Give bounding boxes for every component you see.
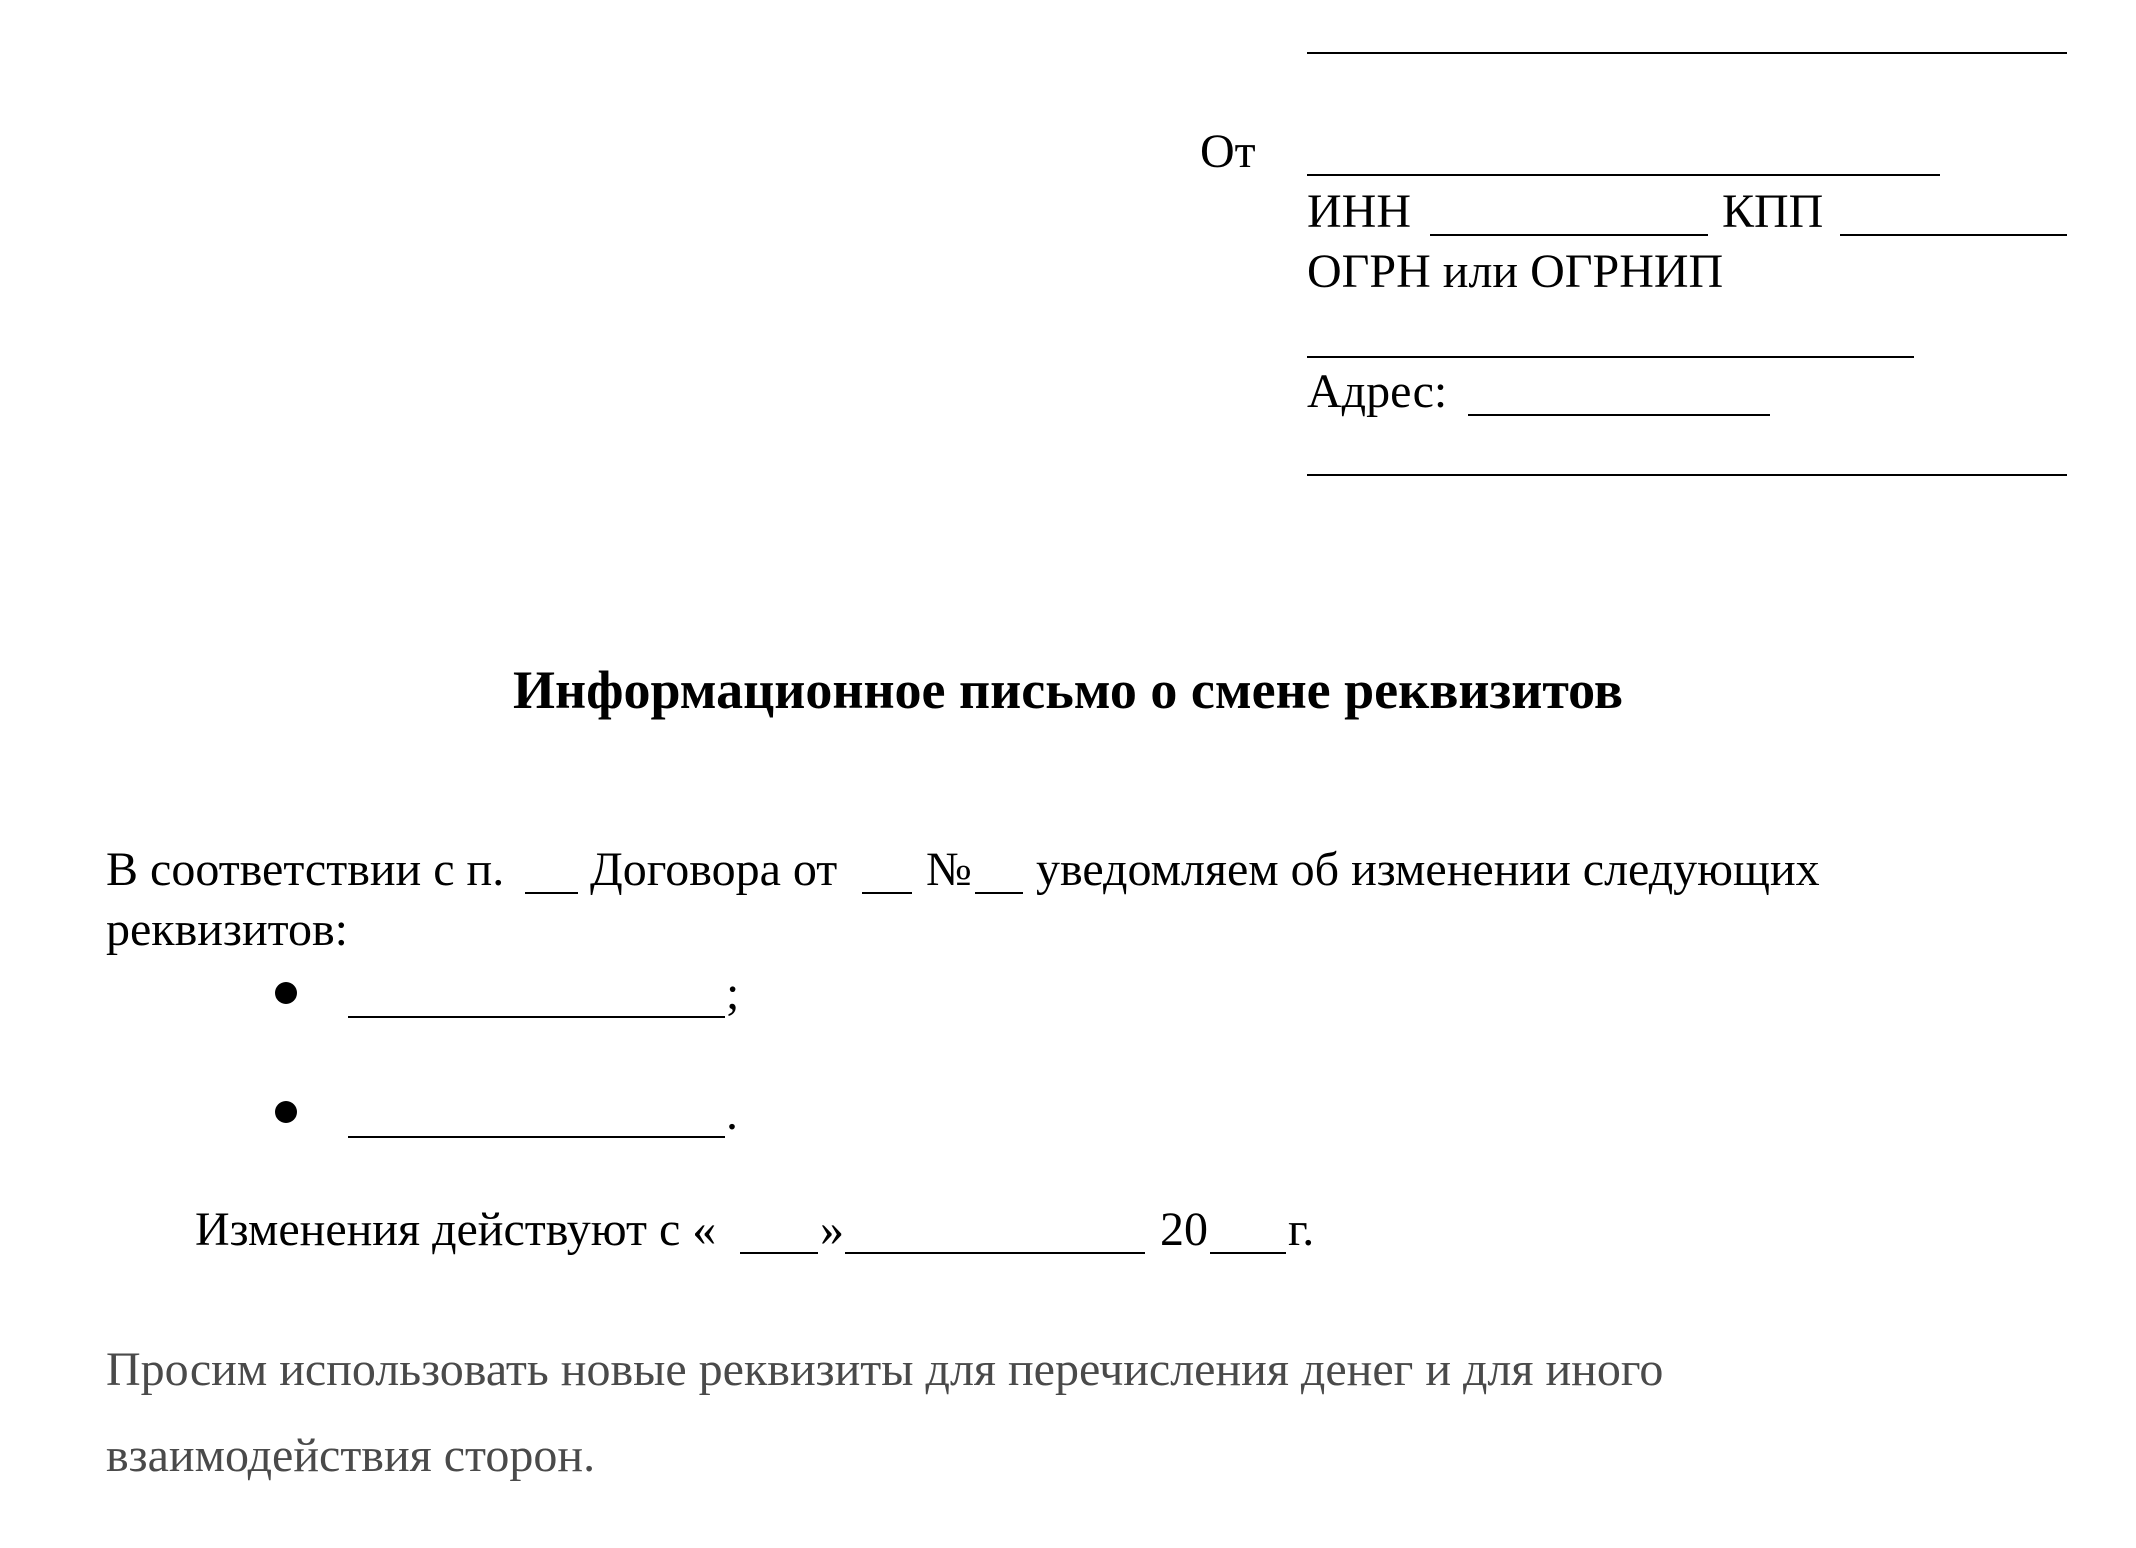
bullet-terminator: ; [726,967,740,1020]
effective-text-b: » [820,1203,844,1256]
effective-text-d: г. [1288,1203,1315,1256]
contract-number-blank-line [975,892,1023,894]
ogrn-label: ОГРН или ОГРНИП [1307,245,1724,298]
address-second-blank-line [1307,474,2067,476]
effective-text-c: 20 [1160,1203,1208,1256]
kpp-blank-line [1840,234,2067,236]
year-blank-line [1210,1252,1286,1254]
address-label: Адрес: [1307,365,1448,418]
intro-text-b: Договора от [590,843,838,896]
request-text-line1: Просим использовать новые реквизиты для перечисления денег и для иного [106,1343,1664,1396]
contract-date-blank-line [862,892,912,894]
kpp-label: КПП [1722,185,1824,238]
ogrn-blank-line [1307,356,1914,358]
document-title: Информационное письмо о смене реквизитов [513,660,1623,720]
bullet-terminator: . [726,1087,738,1140]
inn-blank-line [1430,234,1708,236]
bullet-dot [275,1101,297,1123]
intro-text-c: № [926,843,972,896]
effective-text-a: Изменения действуют с « [195,1203,717,1256]
bullet-blank-line [348,1016,725,1018]
from-blank-line [1307,174,1940,176]
bullet-blank-line [348,1136,725,1138]
intro-text-line2: реквизитов: [106,903,348,956]
clause-blank-line [525,892,578,894]
inn-label: ИНН [1307,185,1411,238]
from-label: От [1200,125,1256,178]
intro-text-d: уведомляем об изменении следующих [1036,843,1820,896]
month-blank-line [845,1252,1145,1254]
intro-text-a: В соответствии с п. [106,843,505,896]
bullet-dot [275,982,297,1004]
address-blank-line [1468,414,1770,416]
request-text-line2: взаимодействия сторон. [106,1429,596,1482]
addressee-blank-line [1307,52,2067,54]
day-blank-line [740,1252,818,1254]
